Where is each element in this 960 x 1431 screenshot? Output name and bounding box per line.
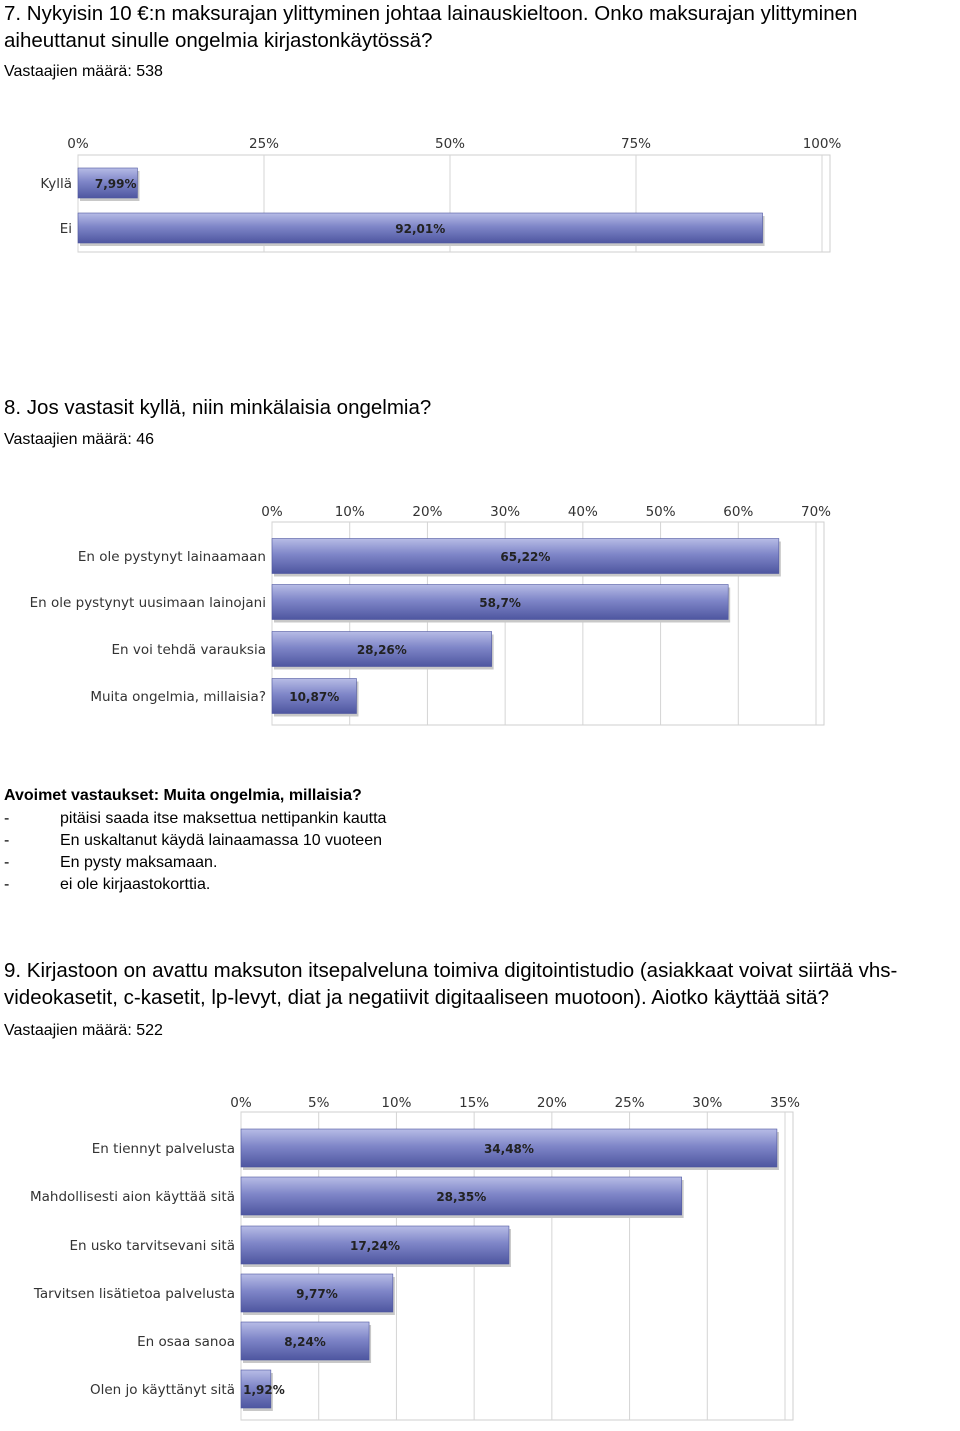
tick-label: 0% [230, 1095, 252, 1111]
category-label: Olen jo käyttänyt sitä [89, 1382, 235, 1398]
tick-label: 50% [645, 504, 676, 520]
question-9-title: 9. Kirjastoon on avattu maksuton itsepalveluna toimiva digitointistudio (asiakkaat voivat siirtää vhs-videokasetit, c-kasetit, lp-levyt, diat ja negatiivit digitaaliseen muotoon). Aiotko käyttää sitä? [4, 959, 898, 1009]
tick-label: 75% [620, 136, 652, 152]
open-answer-text: pitäisi saada itse maksettua nettipankin kautta [60, 810, 387, 827]
tick-label: 0% [261, 504, 283, 520]
tick-label: 50% [434, 136, 466, 152]
question-8-respondents: Vastaajien määrä: 46 [4, 431, 155, 448]
category-label: En ole pystynyt lainaamaan [77, 549, 266, 565]
value-label: 7,99% [94, 177, 137, 191]
tick-label: 40% [567, 504, 598, 520]
tick-label: 25% [248, 136, 280, 152]
tick-label: 15% [459, 1095, 490, 1111]
category-label: Kyllä [40, 176, 72, 192]
tick-label: 30% [490, 504, 521, 520]
value-label: 28,26% [356, 643, 407, 657]
category-label: Mahdollisesti aion käyttää sitä [29, 1189, 235, 1205]
tick-label: 35% [769, 1095, 801, 1111]
category-label: En usko tarvitsevani sitä [69, 1238, 235, 1254]
question-8-title: 8. Jos vastasit kyllä, niin minkälaisia ongelmia? [4, 396, 432, 419]
question-7-title: 7. Nykyisin 10 €:n maksurajan ylittyminen johtaa lainauskieltoon. Onko maksurajan ylittyminen aiheuttanut sinulle ongelmia kirjastonkäytössä? [4, 2, 858, 52]
value-label: 92,01% [395, 222, 446, 236]
value-label: 65,22% [500, 550, 551, 564]
category-label: Muita ongelmia, millaisia? [90, 689, 266, 705]
category-label: Tarvitsen lisätietoa palvelusta [33, 1286, 235, 1302]
open-answer-text: En pysty maksamaan. [60, 854, 218, 871]
open-answer-item: - En pysty maksamaan. [4, 852, 386, 874]
tick-label: 5% [308, 1095, 330, 1111]
value-label: 34,48% [483, 1142, 534, 1156]
value-label: 8,24% [284, 1335, 326, 1349]
open-answer-item: - En uskaltanut käydä lainaamassa 10 vuoteen [4, 830, 386, 852]
question-9-respondents: Vastaajien määrä: 522 [4, 1022, 163, 1039]
category-label: En voi tehdä varauksia [111, 642, 266, 658]
open-answers-title: Avoimet vastaukset: Muita ongelmia, millaisia? [4, 787, 362, 804]
tick-label: 10% [381, 1095, 412, 1111]
open-answer-text: ei ole kirjaastokorttia. [60, 876, 211, 893]
question-7-respondents: Vastaajien määrä: 538 [4, 63, 163, 80]
value-label: 28,35% [436, 1190, 487, 1204]
open-answer-item: - ei ole kirjaastokorttia. [4, 874, 386, 896]
category-label: En ole pystynyt uusimaan lainojani [29, 595, 266, 611]
value-label: 10,87% [289, 690, 340, 704]
tick-label: 0% [67, 136, 89, 152]
value-label: 1,92% [243, 1383, 285, 1397]
tick-label: 25% [614, 1095, 645, 1111]
tick-label: 30% [692, 1095, 723, 1111]
tick-label: 70% [800, 504, 832, 520]
category-label: Ei [59, 221, 72, 237]
value-label: 9,77% [296, 1287, 338, 1301]
open-answer-text: En uskaltanut käydä lainaamassa 10 vuoteen [60, 832, 382, 849]
tick-label: 10% [334, 504, 365, 520]
category-label: En tiennyt palvelusta [91, 1141, 235, 1157]
tick-label: 100% [802, 136, 842, 152]
tick-label: 20% [412, 504, 443, 520]
category-label: En osaa sanoa [137, 1334, 235, 1350]
tick-label: 60% [723, 504, 754, 520]
tick-label: 20% [536, 1095, 567, 1111]
value-label: 58,7% [479, 596, 521, 610]
value-label: 17,24% [349, 1239, 400, 1253]
open-answer-item: - pitäisi saada itse maksettua nettipankin kautta [4, 808, 386, 830]
